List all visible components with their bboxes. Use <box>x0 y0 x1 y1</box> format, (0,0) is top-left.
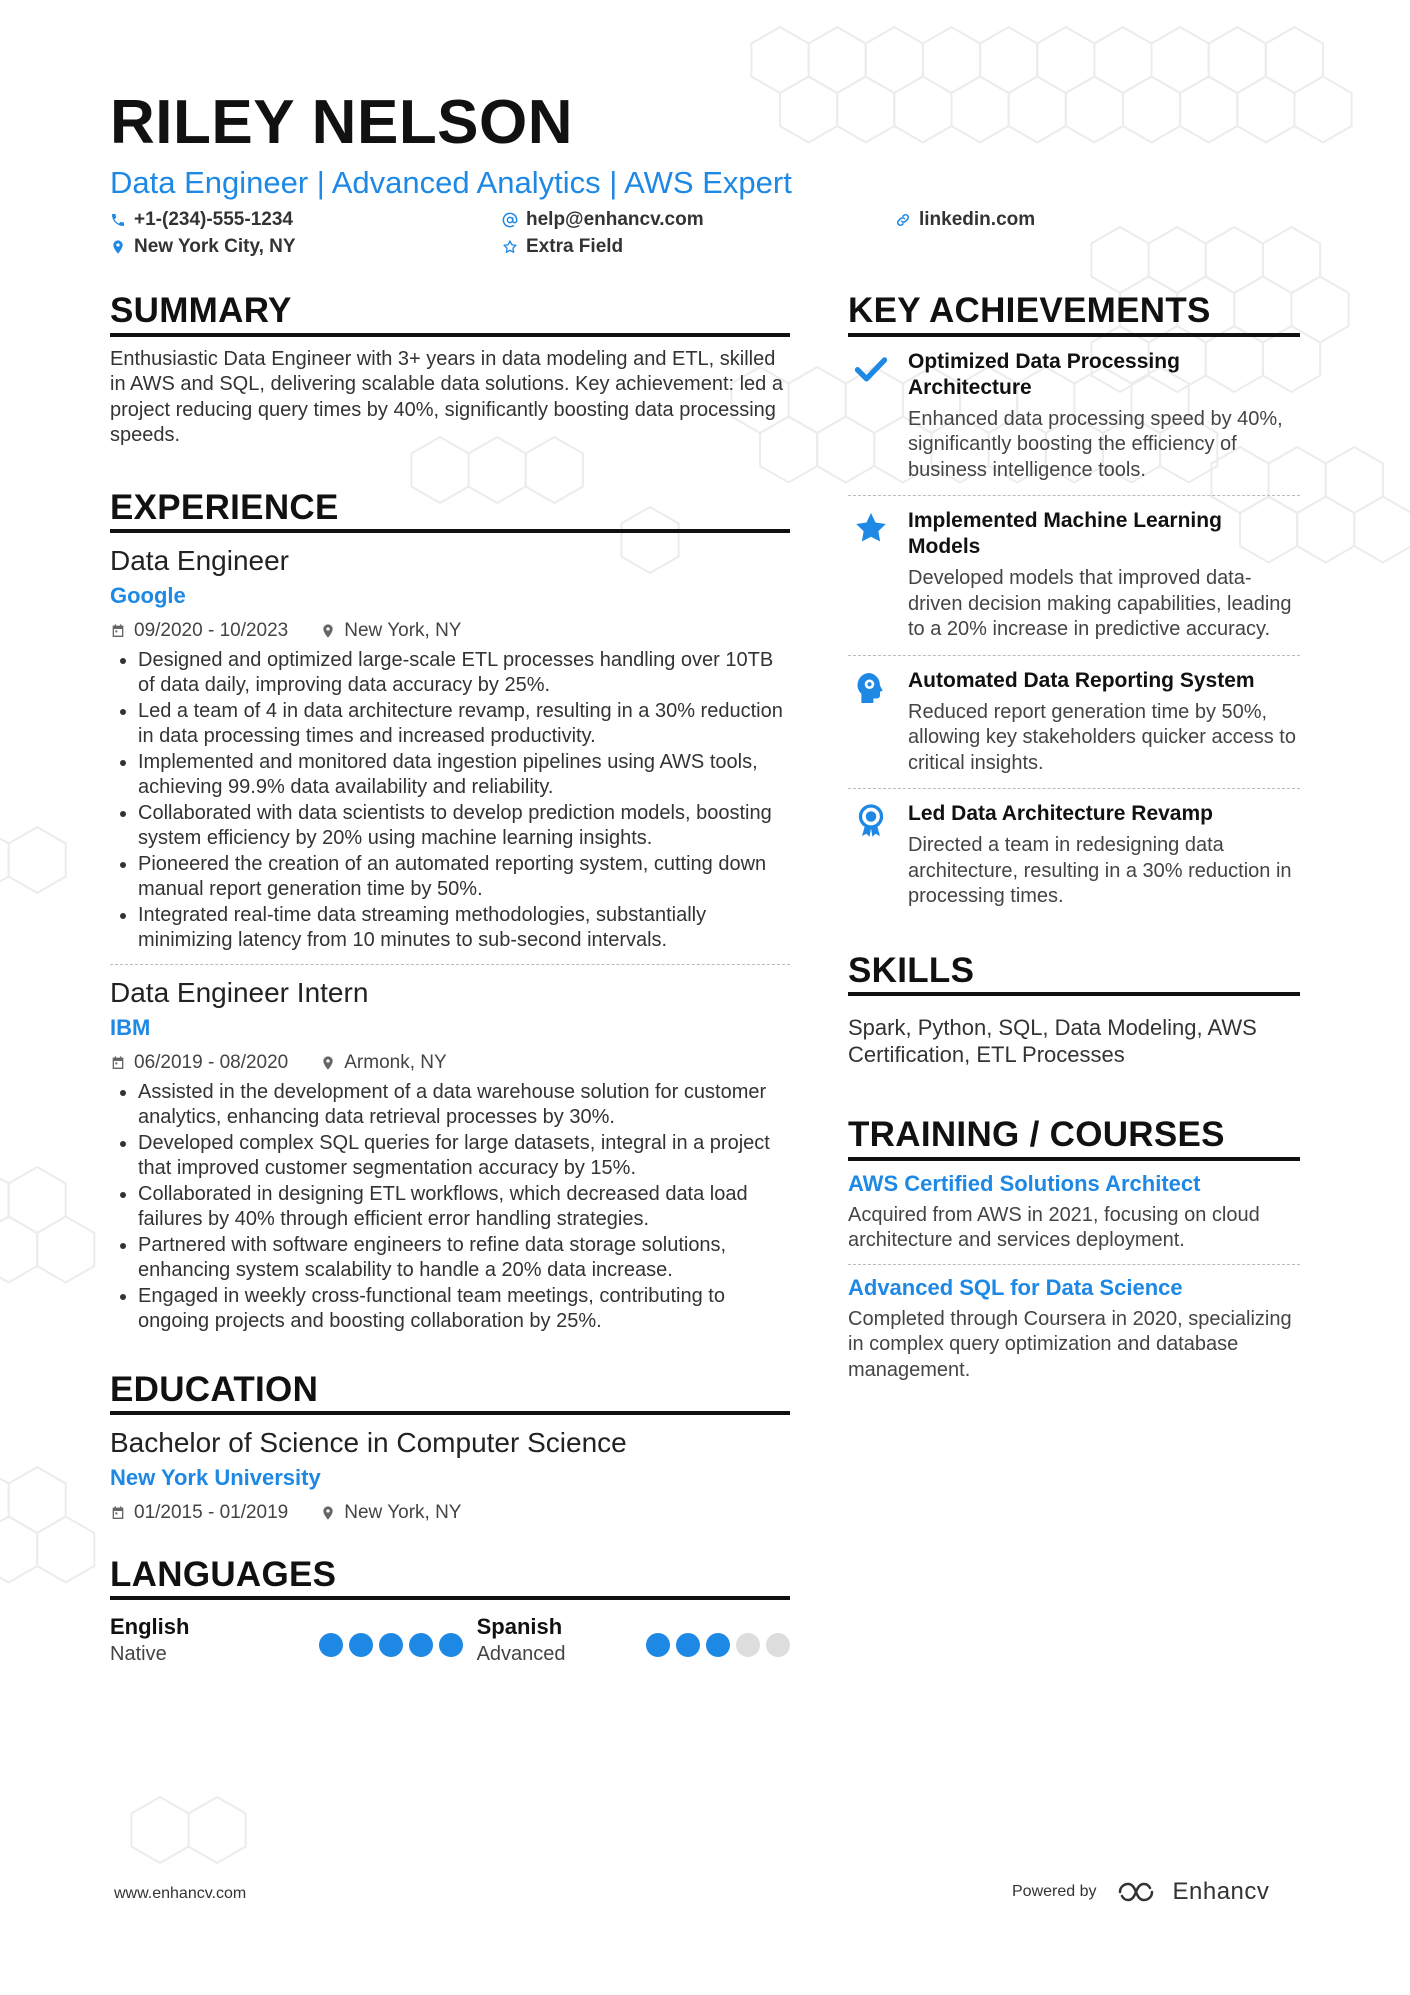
summary-section <box>110 292 790 449</box>
language-rating <box>646 1624 790 1666</box>
achievement-title: Implemented Machine Learning Models <box>908 509 1222 558</box>
job-title: Data Engineer <box>110 545 290 576</box>
rating-dot-filled <box>349 1633 373 1657</box>
achievement-title: Automated Data Reporting System <box>908 668 1255 692</box>
brand-logo[interactable]: Enhancv <box>1117 1878 1270 1906</box>
company-name: IBM <box>110 1015 151 1041</box>
achievement-desc: Reduced report generation time by 50%, allowing key stakeholders quicker access to critical insights. <box>908 700 1296 774</box>
language-level: Advanced <box>476 1643 566 1666</box>
achievement-title: Led Data Architecture Revamp <box>908 802 1213 825</box>
list-item: • Led a team of 4 in data architecture revamp, resulting in a 30% reduction in data processing times and increased productivity. <box>138 699 790 750</box>
achievement-desc: Directed a team in redesigning data architecture, resulting in a 30% reduction in processing times. <box>908 834 1292 907</box>
map-pin-icon <box>110 239 126 255</box>
course-item <box>848 1264 1300 1394</box>
education-section <box>110 1371 790 1524</box>
at-sign-icon <box>502 212 518 228</box>
skills-text: Spark, Python, SQL, Data Modeling, AWS Certification, ETL Processes <box>848 1015 1257 1067</box>
contact-extra-field: Extra Field <box>502 236 623 258</box>
section-title: KEY ACHIEVEMENTS <box>848 292 1300 337</box>
education-dates: 01/2015 - 01/2019 <box>110 1502 288 1524</box>
section-title: TRAINING / COURSES <box>848 1116 1300 1161</box>
award-ribbon-icon <box>853 803 889 839</box>
contact-email[interactable]: help@enhancv.com <box>502 209 704 231</box>
company-name: Google <box>110 583 186 609</box>
contact-linkedin[interactable]: linkedin.com <box>895 209 1035 231</box>
education-entry <box>110 1415 790 1524</box>
rating-dot-filled <box>439 1633 463 1657</box>
training-section <box>848 1116 1300 1393</box>
star-outline-icon <box>502 239 518 255</box>
list-item: • Collaborated with data scientists to develop prediction models, boosting system efficiency by 20% using machine learning insights. <box>138 801 790 852</box>
check-icon <box>853 351 889 387</box>
achievement-item <box>848 495 1300 655</box>
rating-dot-filled <box>676 1633 700 1657</box>
contact-location: New York City, NY <box>110 236 296 258</box>
achievements-section <box>848 292 1300 922</box>
job-location: New York, NY <box>320 620 461 642</box>
job-bullets <box>110 648 790 954</box>
brain-head-icon <box>853 670 889 706</box>
job-meta <box>110 620 790 642</box>
rating-dot-filled <box>646 1633 670 1657</box>
list-item: • Pioneered the creation of an automated reporting system, cutting down manual report generation time by 50%. <box>138 852 790 903</box>
degree: Bachelor of Science in Computer Science <box>110 1427 627 1459</box>
map-pin-icon <box>320 623 336 639</box>
job-entry <box>110 533 790 954</box>
list-item: • Implemented and monitored data ingestion pipelines using AWS tools, achieving 99.9% data availability and reliability. <box>138 750 790 801</box>
list-item: • Developed complex SQL queries for large datasets, integral in a project that improved customer segmentation accuracy by 15%. <box>138 1131 790 1182</box>
headline: Data Engineer | Advanced Analytics | AWS Expert <box>110 165 792 200</box>
language-level: Native <box>110 1643 167 1666</box>
map-pin-icon <box>320 1505 336 1521</box>
languages-section <box>110 1556 790 1667</box>
achievement-item <box>848 337 1300 496</box>
course-title: AWS Certified Solutions Architect <box>848 1170 1201 1196</box>
education-meta <box>110 1502 790 1524</box>
course-desc: Completed through Coursera in 2020, specializing in complex query optimization and database management. <box>848 1307 1292 1381</box>
contact-phone: +1-(234)-555-1234 <box>110 209 293 231</box>
job-bullets <box>110 1080 790 1335</box>
section-title: EDUCATION <box>110 1371 790 1416</box>
job-meta <box>110 1052 790 1074</box>
achievement-item <box>848 788 1300 922</box>
summary-text: Enthusiastic Data Engineer with 3+ years in data modeling and ETL, skilled in AWS and SQL, delivering scalable data solutions. Key achievement: led a project reducing query times by 40%, significantly boosting data processing speeds. <box>110 347 783 446</box>
calendar-icon <box>110 1055 126 1071</box>
rating-dot-filled <box>379 1633 403 1657</box>
language-rating <box>319 1624 463 1666</box>
link-icon <box>895 212 911 228</box>
course-title: Advanced SQL for Data Science <box>848 1274 1183 1300</box>
course-item <box>848 1161 1300 1264</box>
rating-dot-empty <box>736 1633 760 1657</box>
footer-website[interactable]: www.enhancv.com <box>114 1885 247 1902</box>
skills-section <box>848 952 1300 1069</box>
achievement-title: Optimized Data Processing Architecture <box>908 349 1180 399</box>
rating-dot-filled <box>409 1633 433 1657</box>
achievement-item <box>848 655 1300 789</box>
language-item <box>110 1614 477 1666</box>
calendar-icon <box>110 623 126 639</box>
map-pin-icon <box>320 1055 336 1071</box>
language-name: Spanish <box>476 1614 563 1640</box>
powered-by-label: Powered by <box>1012 1883 1097 1900</box>
list-item: • Integrated real-time data streaming methodologies, substantially minimizing latency from 10 minutes to sub-second intervals. <box>138 903 790 954</box>
list-item: • Designed and optimized large-scale ETL processes handling over 10TB of data daily, improving data accuracy by 25%. <box>138 648 790 699</box>
job-title: Data Engineer Intern <box>110 976 369 1008</box>
right-column <box>848 292 1300 1433</box>
list-item: • Collaborated in designing ETL workflows, which decreased data load failures by 40% through efficient error handling strategies. <box>138 1182 790 1233</box>
language-item <box>477 1614 790 1666</box>
star-icon <box>853 510 889 546</box>
job-dates: 09/2020 - 10/2023 <box>110 620 288 642</box>
language-name: English <box>110 1614 190 1640</box>
calendar-icon <box>110 1505 126 1521</box>
footer-branding <box>1012 1878 1269 1906</box>
course-desc: Acquired from AWS in 2021, focusing on cloud architecture and services deployment. <box>848 1203 1260 1251</box>
candidate-name: RILEY NELSON <box>110 88 574 157</box>
school-name: New York University <box>110 1465 321 1491</box>
rating-dot-filled <box>706 1633 730 1657</box>
achievement-desc: Enhanced data processing speed by 40%, significantly boosting the efficiency of business intelligence tools. <box>908 407 1283 481</box>
education-location: New York, NY <box>320 1502 461 1524</box>
job-location: Armonk, NY <box>320 1052 446 1074</box>
job-entry <box>110 964 790 1335</box>
list-item: • Assisted in the development of a data warehouse solution for customer analytics, enhancing data retrieval processes by 30%. <box>138 1080 790 1131</box>
section-title: LANGUAGES <box>110 1556 790 1601</box>
achievement-desc: Developed models that improved data-driven decision making capabilities, leading to a 20% increase in predictive accuracy. <box>908 567 1292 640</box>
list-item: • Engaged in weekly cross-functional team meetings, contributing to ongoing projects and boosting collaboration by 25%. <box>138 1284 790 1335</box>
section-title: SKILLS <box>848 952 1300 997</box>
experience-section <box>110 489 790 1335</box>
rating-dot-filled <box>319 1633 343 1657</box>
rating-dot-empty <box>766 1633 790 1657</box>
list-item: • Partnered with software engineers to refine data storage solutions, enhancing system scalability to handle a 20% data increase. <box>138 1233 790 1284</box>
job-dates: 06/2019 - 08/2020 <box>110 1052 288 1074</box>
section-title: EXPERIENCE <box>110 489 790 534</box>
languages-list <box>110 1614 790 1666</box>
section-title: SUMMARY <box>110 292 790 337</box>
enhancv-logo-icon <box>1117 1880 1163 1904</box>
phone-icon <box>110 212 126 228</box>
left-column <box>110 292 790 1706</box>
